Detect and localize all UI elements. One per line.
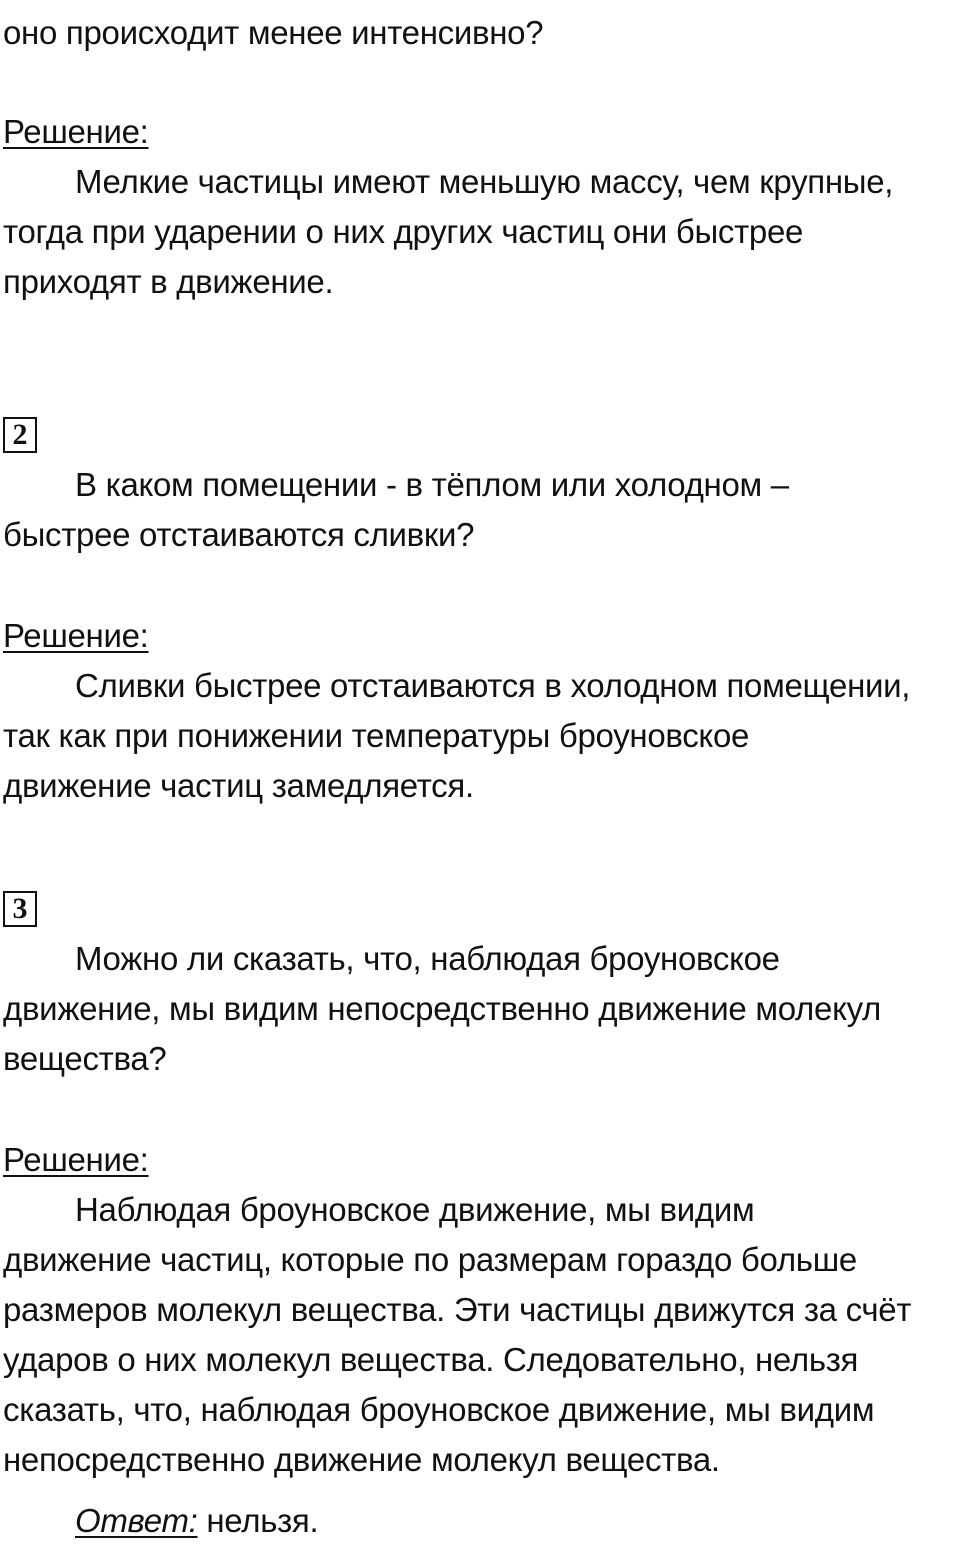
solution-1-line-3: приходят в движение. <box>3 263 334 300</box>
solution-3-line-2: движение частиц, которые по размерам гораздо больше <box>3 1241 857 1278</box>
solution-label-1: Решение: <box>3 113 149 150</box>
solution-3-line-4: ударов о них молекул вещества. Следовательно, нельзя <box>3 1341 859 1378</box>
problem-number-2: 2 <box>3 417 37 453</box>
question-tail: оно происходит менее интенсивно? <box>3 14 544 51</box>
solution-1-line-2: тогда при ударении о них других частиц они быстрее <box>3 213 804 250</box>
answer-value: нельзя. <box>197 1502 319 1539</box>
question-3-line-2: движение, мы видим непосредственно движение молекул <box>3 990 882 1027</box>
question-3-line-3: вещества? <box>3 1040 167 1077</box>
solution-3-line-1: Наблюдая броуновское движение, мы видим <box>75 1191 755 1228</box>
answer-label: Ответ: <box>75 1502 198 1539</box>
question-2-line-1: В каком помещении - в тёплом или холодном – <box>75 466 789 503</box>
answer-line <box>75 1496 318 1546</box>
solution-3-line-5: сказать, что, наблюдая броуновское движение, мы видим <box>3 1391 875 1428</box>
solution-3-line-6: непосредственно движение молекул вещества. <box>3 1441 720 1478</box>
solution-1-line-1: Мелкие частицы имеют меньшую массу, чем крупные, <box>75 163 894 200</box>
question-3-line-1: Можно ли сказать, что, наблюдая броуновское <box>75 940 780 977</box>
solution-label-3: Решение: <box>3 1141 149 1178</box>
solution-3-line-3: размеров молекул вещества. Эти частицы движутся за счёт <box>3 1291 912 1328</box>
solution-2-line-3: движение частиц замедляется. <box>3 767 474 804</box>
solution-2-line-1: Сливки быстрее отстаиваются в холодном помещении, <box>75 667 911 704</box>
solution-label-2: Решение: <box>3 617 149 654</box>
solution-2-line-2: так как при понижении температуры броуновское <box>3 717 750 754</box>
question-2-line-2: быстрее отстаиваются сливки? <box>3 516 475 553</box>
problem-number-3: 3 <box>3 891 37 927</box>
